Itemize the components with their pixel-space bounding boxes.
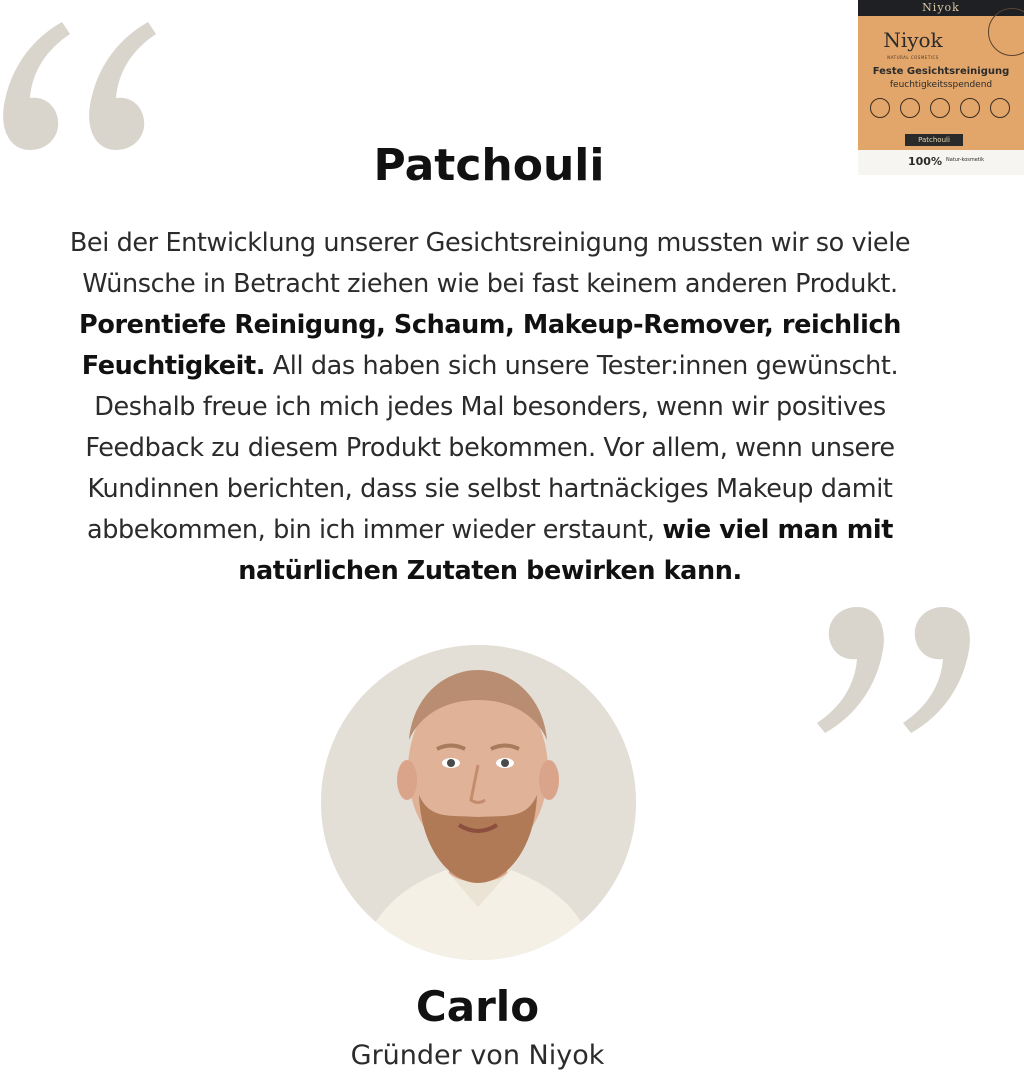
ph-neutral-badge-icon [960,98,980,118]
portrait-illustration [321,645,636,960]
product-natural-badge-sub: Natur-kosmetik [946,157,985,163]
skin-badge-icon [870,98,890,118]
person-name: Carlo [415,982,540,1031]
product-subtitle: feuchtigkeitsspendend [889,80,993,90]
product-name: Feste Gesichtsreinigung [872,66,1010,77]
product-seal-icon [988,8,1024,56]
plastic-free-badge-icon [930,98,950,118]
testimonial-text-part-2: All das haben sich unsere Tester:innen gewünscht. Deshalb freue ich mich jedes Mal besonders, wenn wir positives Feedback zu diesem Produkt bekommen. Vor allem, wenn unsere Kundinnen berichten, dass sie selbst hartnäckiges Makeup damit abbekommen, bin ich immer wieder erstaunt, [85,351,899,545]
testimonial-highlight-1: Porentiefe Reinigung, Schaum, Makeup-Remover, reichlich Feuchtigkeit. [79,310,901,381]
avatar [321,645,636,960]
product-brand-top: Niyok [922,1,960,14]
product-natural-badge: 100% [908,155,942,168]
product-badges [870,98,1020,118]
testimonial-highlight-2: wie viel man mit natürlichen Zutaten bewirken kann. [238,515,894,586]
closing-quote-icon [815,605,980,745]
product-brand-subtitle: NATURAL COSMETICS [887,55,939,60]
vegan-badge-icon [900,98,920,118]
activated-charcoal-badge-icon [990,98,1010,118]
testimonial-text-part-1: Bei der Entwicklung unserer Gesichtsreinigung mussten wir so viele Wünsche in Betracht ziehen wie bei fast keinem anderen Produkt. [69,228,911,299]
product-brand: Niyok [883,28,943,52]
opening-quote-icon [0,10,160,155]
person-role: Gründer von Niyok [350,1040,605,1071]
product-variant-tag: Patchouli [905,134,963,146]
product-box [858,16,1024,150]
testimonial-text [40,223,940,592]
page-title: Patchouli [373,140,605,191]
